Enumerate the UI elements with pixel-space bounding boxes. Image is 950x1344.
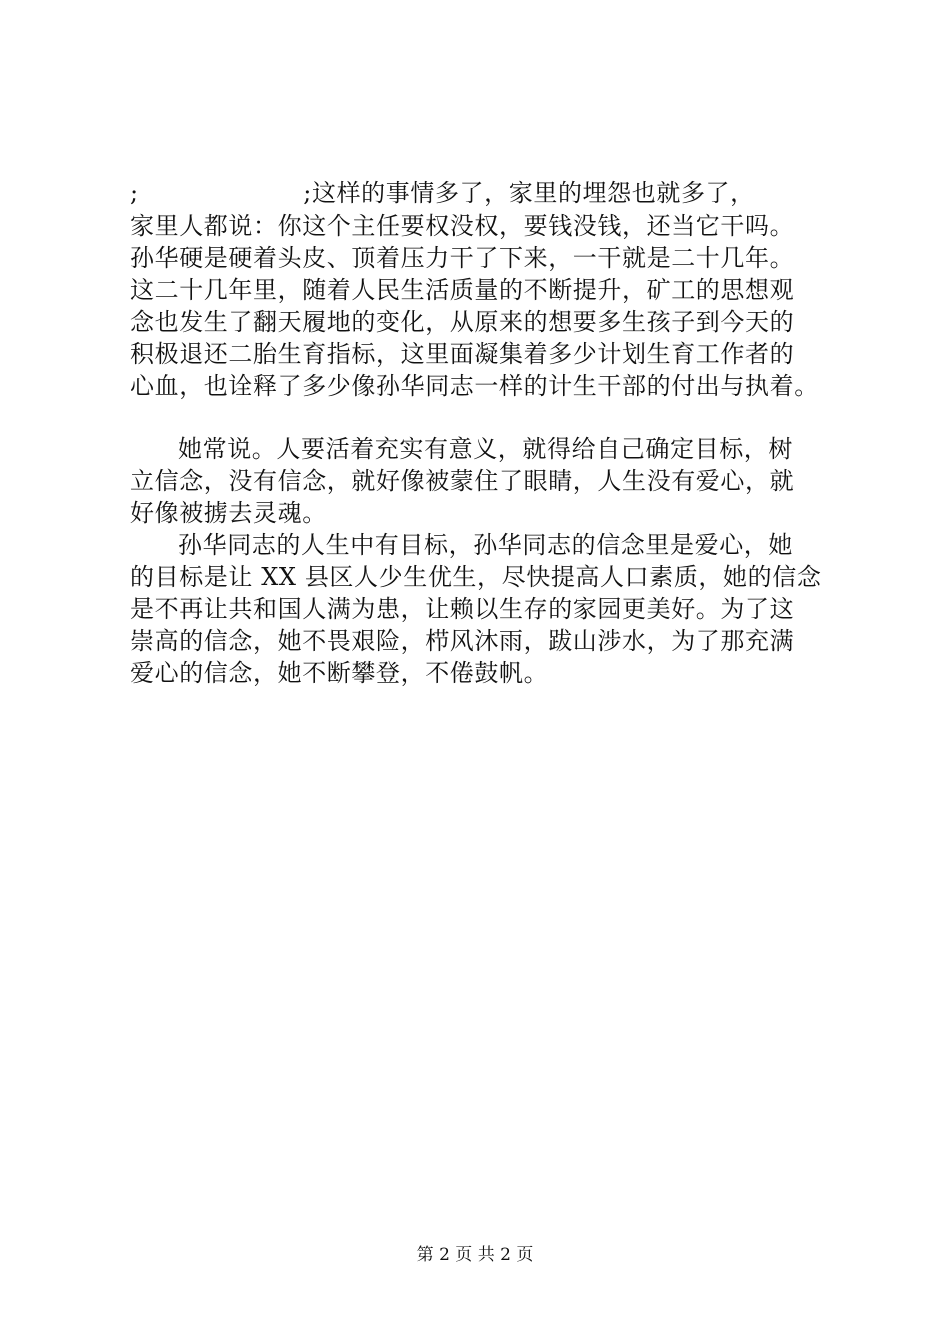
paragraph-1-line: 家里人都说：你这个主任要权没权，要钱没钱，还当它干吗。 <box>130 212 795 240</box>
paragraph-2-line: 她常说。人要活着充实有意义，就得给自己确定目标，树 <box>178 435 793 463</box>
paragraph-3-line: 孙华同志的人生中有目标，孙华同志的信念里是爱心，她 <box>178 531 793 559</box>
paragraph-3-line: 的目标是让 XX 县区人少生优生，尽快提高人口素质，她的信念 <box>130 563 822 591</box>
paragraph-2-line: 立信念，没有信念，就好像被蒙住了眼睛，人生没有爱心，就 <box>130 467 795 495</box>
paragraph-1-line: 这二十几年里，随着人民生活质量的不断提升，矿工的思想观 <box>130 276 795 304</box>
paragraph-1-line: 念也发生了翻天履地的变化，从原来的想要多生孩子到今天的 <box>130 308 795 336</box>
paragraph-1-line: 心血，也诠释了多少像孙华同志一样的计生干部的付出与执着。 <box>130 372 819 400</box>
paragraph-1-line: 积极退还二胎生育指标，这里面凝集着多少计划生育工作者的 <box>130 340 795 368</box>
paragraph-1-line: 孙华硬是硬着头皮、顶着压力干了下来，一干就是二十几年。 <box>130 244 795 272</box>
paragraph-3-line: 爱心的信念，她不断攀登，不倦鼓帆。 <box>130 659 549 687</box>
paragraph-2-line: 好像被掳去灵魂。 <box>130 499 327 527</box>
paragraph-3-line: 崇高的信念，她不畏艰险，栉风沐雨，跋山涉水，为了那充满 <box>130 627 795 655</box>
paragraph-1-line: ; ;这样的事情多了，家里的埋怨也就多了， <box>130 179 755 207</box>
paragraph-3-line: 是不再让共和国人满为患，让赖以生存的家园更美好。为了这 <box>130 595 795 623</box>
page-number-footer: 第 2 页 共 2 页 <box>416 1245 534 1265</box>
